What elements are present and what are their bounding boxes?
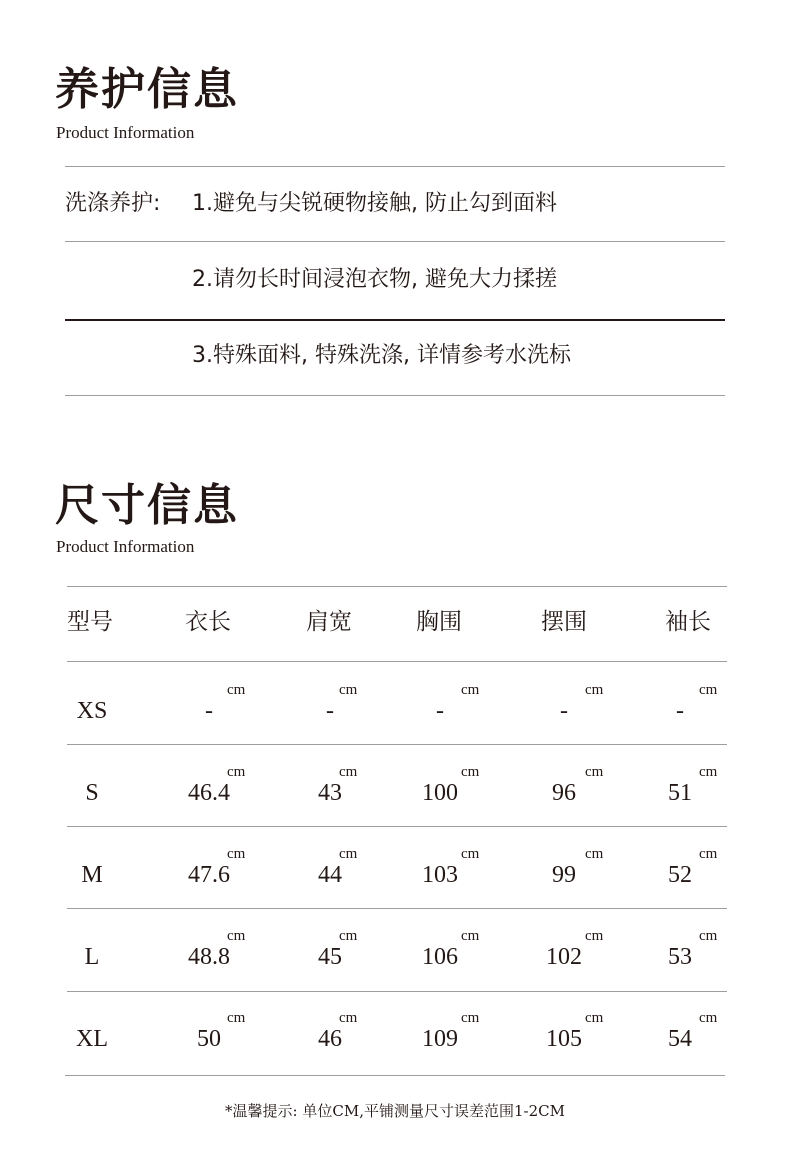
- table-top-border: [67, 586, 727, 587]
- cell-xl-shoulder: 46: [318, 1026, 342, 1052]
- row-divider: [67, 908, 727, 909]
- cell-s-length: 46.4: [188, 780, 230, 806]
- unit-label: cm: [461, 682, 480, 698]
- divider: [65, 241, 725, 242]
- cell-l-sleeve: 53: [668, 944, 692, 970]
- footnote: *温馨提示: 单位CM,平铺测量尺寸误差范围1-2CM: [225, 1102, 565, 1120]
- header-chest: 胸围: [416, 609, 462, 635]
- cell-l-length: 48.8: [188, 944, 230, 970]
- unit-label: cm: [699, 928, 718, 944]
- cell-l-hem: 102: [546, 944, 582, 970]
- header-shoulder: 肩宽: [306, 609, 352, 635]
- size-label-m: M: [81, 862, 103, 888]
- unit-label: cm: [461, 846, 480, 862]
- unit-label: cm: [585, 928, 604, 944]
- unit-label: cm: [461, 1010, 480, 1026]
- cell-xs-chest: -: [436, 698, 444, 724]
- size-label-xl: XL: [76, 1026, 108, 1052]
- cell-xs-sleeve: -: [676, 698, 684, 724]
- divider: [65, 166, 725, 167]
- table-header-border: [67, 661, 727, 662]
- cell-m-length: 47.6: [188, 862, 230, 888]
- size-label-s: S: [85, 780, 99, 806]
- unit-label: cm: [227, 928, 246, 944]
- unit-label: cm: [339, 764, 358, 780]
- unit-label: cm: [699, 682, 718, 698]
- unit-label: cm: [339, 682, 358, 698]
- cell-xs-length: -: [205, 698, 213, 724]
- cell-s-chest: 100: [422, 780, 458, 806]
- cell-m-shoulder: 44: [318, 862, 342, 888]
- header-length: 衣长: [185, 609, 231, 635]
- unit-label: cm: [227, 682, 246, 698]
- care-section-subtitle: Product Information: [56, 123, 195, 142]
- cell-m-hem: 99: [552, 862, 576, 888]
- row-divider: [67, 826, 727, 827]
- cell-s-hem: 96: [552, 780, 576, 806]
- care-section-title: 养护信息: [55, 64, 239, 115]
- cell-m-chest: 103: [422, 862, 458, 888]
- cell-l-chest: 106: [422, 944, 458, 970]
- care-line-1: 1.避免与尖锐硬物接触, 防止勾到面料: [192, 191, 557, 216]
- unit-label: cm: [339, 928, 358, 944]
- care-label: 洗涤养护:: [65, 191, 161, 216]
- unit-label: cm: [585, 1010, 604, 1026]
- unit-label: cm: [227, 846, 246, 862]
- cell-s-shoulder: 43: [318, 780, 342, 806]
- cell-xl-hem: 105: [546, 1026, 582, 1052]
- care-line-3: 3.特殊面料, 特殊洗涤, 详情参考水洗标: [192, 343, 571, 368]
- unit-label: cm: [461, 764, 480, 780]
- table-bottom-border: [65, 1075, 725, 1076]
- unit-label: cm: [585, 846, 604, 862]
- unit-label: cm: [339, 846, 358, 862]
- divider: [65, 395, 725, 396]
- size-label-l: L: [84, 944, 100, 970]
- cell-l-shoulder: 45: [318, 944, 342, 970]
- unit-label: cm: [461, 928, 480, 944]
- care-line-2: 2.请勿长时间浸泡衣物, 避免大力揉搓: [192, 267, 557, 292]
- cell-xs-shoulder: -: [326, 698, 334, 724]
- size-section-subtitle: Product Information: [56, 537, 195, 556]
- divider: [65, 319, 725, 321]
- unit-label: cm: [227, 1010, 246, 1026]
- cell-xl-length: 50: [197, 1026, 221, 1052]
- header-hem: 摆围: [541, 609, 587, 635]
- cell-m-sleeve: 52: [668, 862, 692, 888]
- row-divider: [67, 991, 727, 992]
- size-label-xs: XS: [76, 698, 108, 724]
- cell-xl-sleeve: 54: [668, 1026, 692, 1052]
- unit-label: cm: [227, 764, 246, 780]
- unit-label: cm: [699, 1010, 718, 1026]
- unit-label: cm: [699, 764, 718, 780]
- cell-xl-chest: 109: [422, 1026, 458, 1052]
- header-size: 型号: [67, 609, 113, 635]
- header-sleeve: 袖长: [665, 609, 711, 635]
- size-section-title: 尺寸信息: [55, 480, 239, 531]
- unit-label: cm: [339, 1010, 358, 1026]
- row-divider: [67, 744, 727, 745]
- unit-label: cm: [699, 846, 718, 862]
- unit-label: cm: [585, 682, 604, 698]
- cell-s-sleeve: 51: [668, 780, 692, 806]
- cell-xs-hem: -: [560, 698, 568, 724]
- unit-label: cm: [585, 764, 604, 780]
